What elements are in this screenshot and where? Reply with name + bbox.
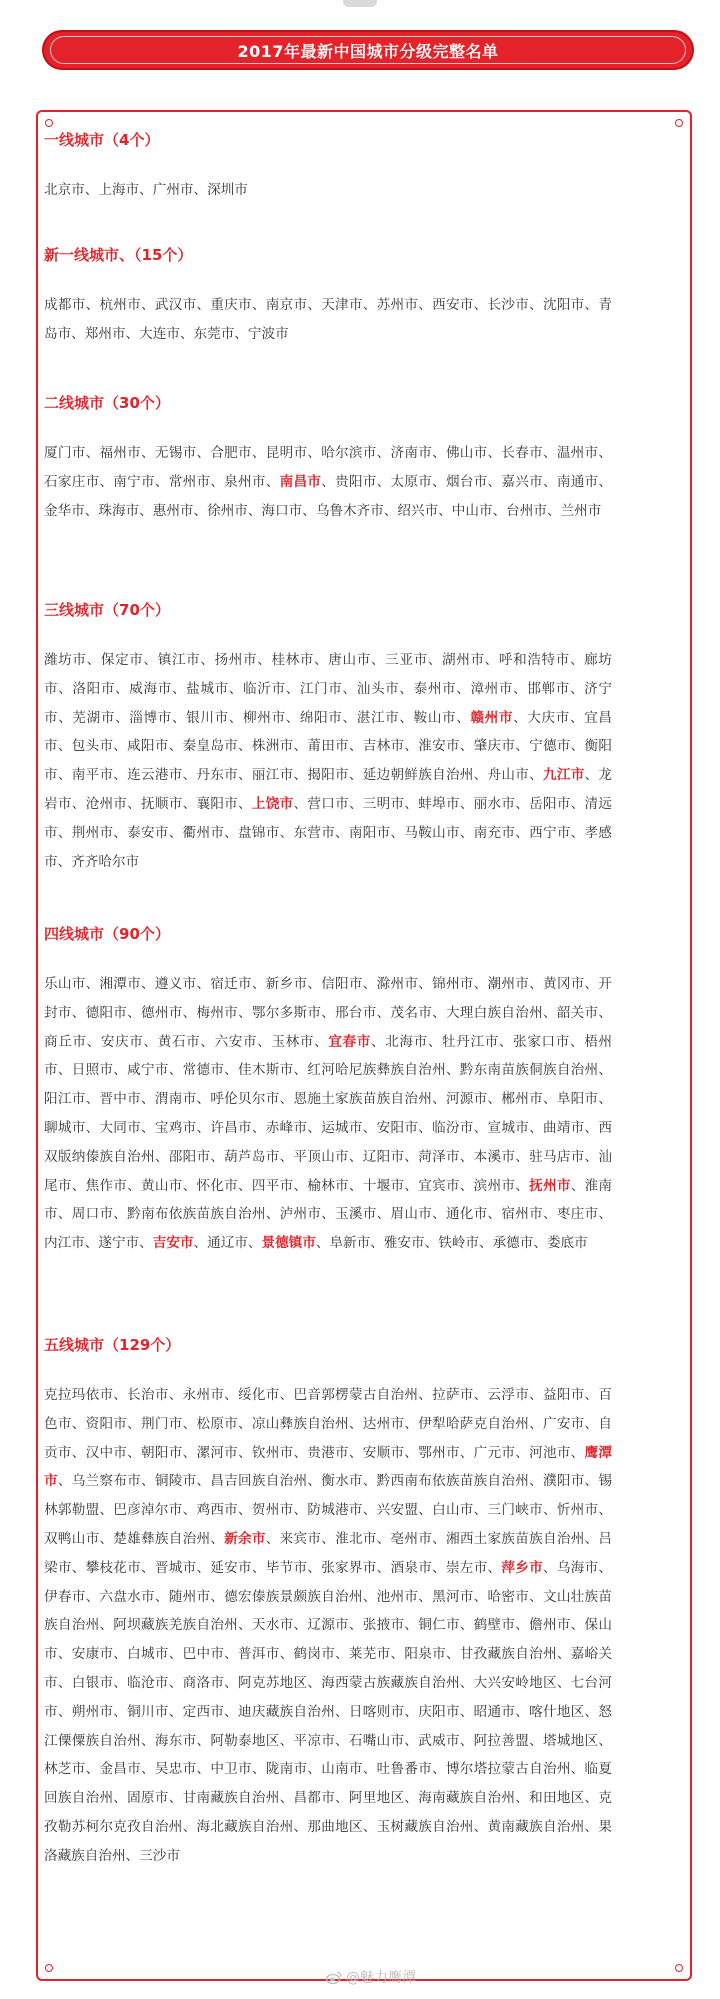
title-banner [42,30,694,70]
city-text: 克拉玛依市、长治市、永州市、绥化市、巴音郭楞蒙古自治州、拉萨市、云浮市、益阳市、百色市、资阳市、荆门市、松原市、凉山彝族自治州、达州市、伊犁哈萨克自治州、广安市、自贡市、汉中市、朝阳市、漯河市、钦州市、贵港市、安顺市、鄂州市、广元市、河池市、 [44,1387,612,1461]
corner-dot-icon [675,119,683,127]
city-text: 成都市、杭州市、武汉市、重庆市、南京市、天津市、苏州市、西安市、长沙市、沈阳市、青岛市、郑州市、大连市、东莞市、宁波市 [44,297,612,342]
section-tier-1 [44,130,612,205]
city-text: 、乌兰察布市、铜陵市、昌吉回族自治州、衡水市、黔西南布依族苗族自治州、濮阳市、锡林郭勒盟、巴彦淖尔市、鸡西市、贺州市、防城港市、兴安盟、白山市、三门峡市、忻州市、双鸭山市、楚雄彝族自治州、 [44,1473,613,1547]
city-list [44,439,612,525]
city-text: 潍坊市、保定市、镇江市、扬州市、桂林市、唐山市、三亚市、湖州市、呼和浩特市、廊坊市、洛阳市、威海市、盐城市、临沂市、江门市、汕头市、泰州市、漳州市、邯郸市、济宁市、芜湖市、淄博市、银川市、柳州市、绵阳市、湛江市、鞍山市、 [44,652,612,726]
city-text: 、阜新市、雅安市、铁岭市、承德市、娄底市 [315,1235,588,1252]
highlighted-city: 新余市 [224,1530,266,1547]
highlighted-city: 赣州市 [470,709,514,726]
city-text: 厦门市、福州市、无锡市、合肥市、昆明市、哈尔滨市、济南市、佛山市、长春市、温州市、石家庄市、南宁市、常州市、泉州市、 [44,445,612,490]
weibo-icon [326,1971,342,1984]
city-text: 北京市、上海市、广州市、深圳市 [44,182,248,198]
highlighted-city: 鹰潭市 [44,1444,613,1490]
city-text: 、营口市、三明市、蚌埠市、丽水市、岳阳市、清远市、荆州市、泰安市、衢州市、盘锦市、东营市、南阳市、马鞍山市、南充市、西宁市、孝感市、齐齐哈尔市 [44,795,613,870]
section-heading: 四线城市（90个） [44,925,170,943]
top-nub [343,0,377,7]
highlighted-city: 景德镇市 [261,1235,316,1252]
section-heading: 二线城市（30个） [44,394,170,412]
city-text: 、大庆市、宜昌市、包头市、咸阳市、秦皇岛市、株洲市、莆田市、吉林市、淮安市、肇庆市、宁德市、衡阳市、南平市、连云港市、丹东市、丽江市、揭阳市、延边朝鲜族自治州、舟山市、 [44,709,613,784]
watermark-text: @魅力鹰潭 [346,1970,416,1986]
section-tier-2 [44,393,612,525]
highlighted-city: 上饶市 [251,795,294,812]
corner-dot-icon [675,1964,683,1972]
city-list [44,291,612,349]
city-text: 、龙岩市、沧州市、抚顺市、襄阳市、 [44,767,613,812]
city-list [44,970,612,1258]
highlighted-city: 萍乡市 [501,1559,543,1576]
highlighted-city: 宜春市 [328,1033,371,1050]
section-heading: 一线城市（4个） [44,131,160,149]
city-text: 、来宾市、淮北市、亳州市、湘西土家族苗族自治州、吕梁市、攀枝花市、晋城市、延安市、毕节市、张家界市、酒泉市、崇左市、 [44,1530,613,1576]
highlighted-city: 九江市 [542,767,585,784]
watermark [326,1963,416,1991]
city-list [44,176,612,205]
highlighted-city: 南昌市 [279,473,322,490]
highlighted-city: 吉安市 [152,1235,194,1252]
city-text: 、乌海市、伊春市、六盘水市、随州市、德宏傣族景颇族自治州、池州市、黑河市、哈密市、文山壮族苗族自治州、阿坝藏族羌族自治州、天水市、辽源市、张掖市、铜仁市、鹤壁市、儋州市、保山市、安康市、白城市、巴中市、普洱市、鹤岗市、莱芜市、阳泉市、甘孜藏族自治州、嘉峪关市、白银市、临沧市、商洛市、阿克苏地区、海西蒙古族藏族自治州、大兴安岭地区、七台河市、朔州市、铜川市、定西市、迪庆藏族自治州、日喀则市、庆阳市、昭通市、喀什地区、怒江傈僳族自治州、海东市、阿勒泰地区、平凉市、石嘴山市、武威市、阿拉善盟、塔城地区、林芝市、金昌市、吴忠市、中卫市、陇南市、山南市、吐鲁番市、博尔塔拉蒙古自治州、临夏回族自治州、固原市、甘南藏族自治州、昌都市、阿里地区、海南藏族自治州、和田地区、克孜勒苏柯尔克孜自治州、海北藏族自治州、那曲地区、玉树藏族自治州、黄南藏族自治州、果洛藏族自治州、三沙市 [44,1559,613,1864]
city-text: 、贵阳市、太原市、烟台市、嘉兴市、南通市、金华市、珠海市、惠州市、徐州市、海口市、乌鲁木齐市、绍兴市、中山市、台州市、兰州市 [44,473,613,519]
city-list [44,1381,612,1871]
section-tier-4 [44,924,612,1258]
city-text: 、淮南市、周口市、黔南布依族苗族自治州、泸州市、玉溪市、眉山市、通化市、宿州市、枣庄市、内江市、遂宁市、 [44,1177,613,1252]
section-tier-5 [44,1335,612,1871]
city-list [44,646,612,876]
city-text: 、北海市、牡丹江市、张家口市、梧州市、日照市、咸宁市、常德市、佳木斯市、红河哈尼族彝族自治州、黔东南苗族侗族自治州、阳江市、晋中市、渭南市、呼伦贝尔市、恩施土家族苗族自治州、河源市、郴州市、阜阳市、聊城市、大同市、宝鸡市、许昌市、赤峰市、运城市、安阳市、临汾市、宣城市、曲靖市、西双版纳傣族自治州、邵阳市、葫芦岛市、平顶山市、辽阳市、菏泽市、本溪市、驻马店市、汕尾市、焦作市、黄山市、怀化市、四平市、榆林市、十堰市、宜宾市、滨州市、 [44,1033,613,1194]
corner-dot-icon [45,119,53,127]
section-heading: 五线城市（129个） [44,1336,181,1354]
section-new-tier-1 [44,245,612,349]
city-text: 乐山市、湘潭市、遵义市、宿迁市、新乡市、信阳市、滁州市、锦州市、潮州市、黄冈市、开封市、德阳市、德州市、梅州市、鄂尔多斯市、邢台市、茂名市、大理白族自治州、韶关市、商丘市、安庆市、黄石市、六安市、玉林市、 [44,976,612,1050]
section-tier-3 [44,600,612,876]
highlighted-city: 抚州市 [529,1177,571,1194]
city-text: 、通辽市、 [193,1235,262,1252]
section-heading: 三线城市（70个） [44,601,170,619]
section-heading: 新一线城市、（15个） [44,246,193,264]
page-title: 2017年最新中国城市分级完整名单 [237,41,499,61]
corner-dot-icon [45,1964,53,1972]
